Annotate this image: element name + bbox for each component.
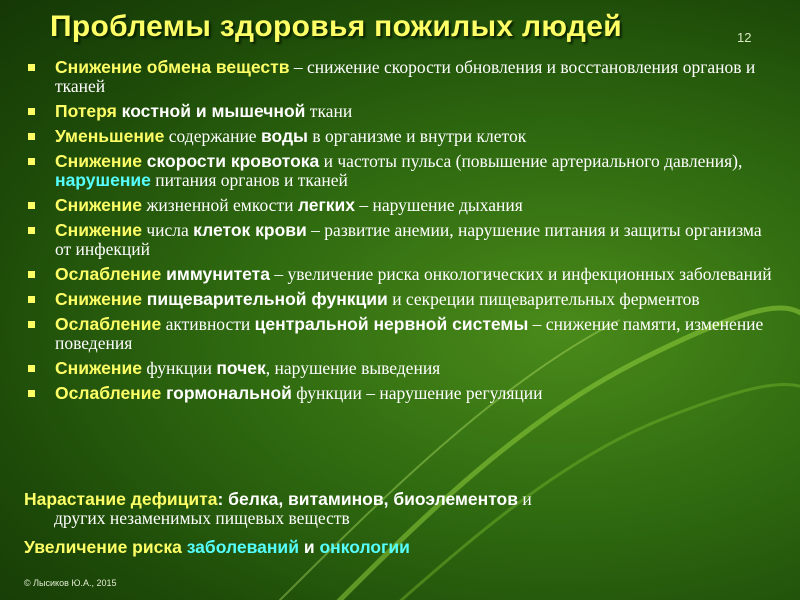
slide-number: 12: [737, 30, 752, 45]
bullet-icon: [28, 64, 35, 71]
list-item: Снижение функции почек, нарушение выведения: [22, 359, 782, 378]
list-item: Снижение числа клеток крови – развитие анемии, нарушение питания и защиты организма от инфекций: [22, 221, 782, 259]
bullet-icon: [28, 390, 35, 397]
list-item: Потеря костной и мышечной ткани: [22, 102, 782, 121]
bullet-icon: [28, 296, 35, 303]
bullet-icon: [28, 133, 35, 140]
copyright: © Лысиков Ю.А., 2015: [24, 578, 117, 588]
bullet-icon: [28, 365, 35, 372]
list-item: Ослабление активности центральной нервной системы – снижение памяти, изменение поведения: [22, 315, 782, 353]
list-item: Снижение пищеварительной функции и секреции пищеварительных ферментов: [22, 290, 782, 309]
summary-deficit: Нарастание дефицита: белка, витаминов, биоэлементов и других незаменимых пищевых веществ: [24, 489, 532, 528]
bullet-icon: [28, 321, 35, 328]
bullet-icon: [28, 158, 35, 165]
problems-list: [22, 58, 782, 409]
bullet-icon: [28, 227, 35, 234]
bullet-icon: [28, 202, 35, 209]
bullet-icon: [28, 271, 35, 278]
summary-risk: Увеличение риска заболеваний и онкологии: [24, 537, 410, 557]
list-item: Ослабление гормональной функции – нарушение регуляции: [22, 384, 782, 403]
list-item: Снижение скорости кровотока и частоты пульса (повышение артериального давления), нарушение питания органов и тканей: [22, 152, 782, 190]
bullet-icon: [28, 108, 35, 115]
list-item: Ослабление иммунитета – увеличение риска онкологических и инфекционных заболеваний: [22, 265, 782, 284]
list-item: Снижение обмена веществ – снижение скорости обновления и восстановления органов и тканей: [22, 58, 782, 96]
list-item: Снижение жизненной емкости легких – нарушение дыхания: [22, 196, 782, 215]
list-item: Уменьшение содержание воды в организме и внутри клеток: [22, 127, 782, 146]
page-title: Проблемы здоровья пожилых людей: [50, 10, 622, 43]
